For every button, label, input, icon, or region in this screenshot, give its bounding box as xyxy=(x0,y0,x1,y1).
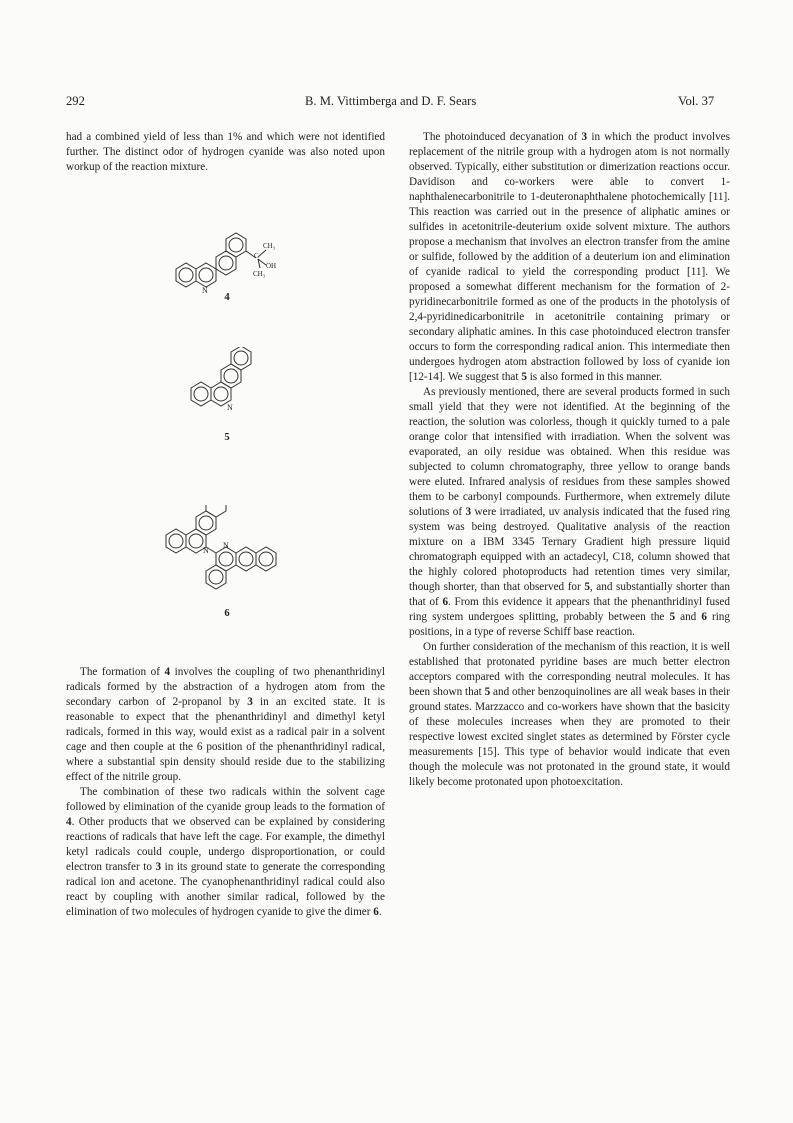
running-head-authors: B. M. Vittimberga and D. F. Sears xyxy=(305,94,477,108)
subst-oh: OH xyxy=(266,262,277,270)
text-run: in an excited state. It is reasonable to expect that the phenanthridinyl and dimethyl ketyl radicals, formed in this way, would exist as a radical pair in a solvent cage and then couple at the 6 position of the phenanthridinyl radical, where a substantial spin density should reside due to the stabilizing effect of the nitrile group. xyxy=(66,696,385,783)
text-run: involves the coupling of two phenanthridinyl radicals formed by the abstraction of a hydrogen atom from the secondary carbon of 2-propanol by xyxy=(66,666,385,708)
text-run: in which the product involves replacement of the nitrile group with a hydrogen atom is not normally observed. Typically, either substitution or dimerization reactions occur. Davidison and co-workers were able to convert 1-naphthalenecarbonitrile to 1-deuteronaphthalene photochemically [11]. This reaction was carried out in the presence of aliphatic amines or sulfides in acetonitrile-deuterium oxide solvent mixture. The authors propose a mechanism that involves an electron transfer from the amine or sulfide, followed by the addition of a deuterium ion and elimination of cyanide radical to yield the corresponding product [11]. We proposed a somewhat different mechanism for the formation of 2-pyridinecarbonitrile formed as one of the products in the photolysis of 2,4-pyridinedicarbonitrile in acetonitrile containing primary or secondary aliphatic amines. In this case photoinduced electron transfer occurs to form the corresponding radical anion. This intermediate then undergoes hydrogen atom abstraction followed by loss of cyanide ion [12-14]. We suggest that xyxy=(409,131,730,383)
paragraph xyxy=(409,640,730,790)
structure-6 xyxy=(160,505,290,600)
compound-ref: 5 xyxy=(669,611,676,623)
text-run: The formation of xyxy=(80,666,165,678)
subst-ch3-bottom: CH₃ xyxy=(253,270,266,278)
text-run: . From this evidence it appears that the phenanthridinyl fused ring system undergoes splitting, probably between the xyxy=(409,596,730,623)
structure-5 xyxy=(187,347,267,419)
atom-label-n: N xyxy=(227,403,233,412)
page-number: 292 xyxy=(66,94,85,108)
text-run: is also formed in this manner. xyxy=(526,371,663,383)
atom-label-n-second: N xyxy=(223,541,229,550)
text-run: . Other products that we observed can be explained by considering reactions of radicals that have left the cage. For example, the dimethyl ketyl radicals could couple, undergo disproportionation, or could electron transfer to xyxy=(66,816,385,873)
text-run: were irradiated, uv analysis indicated that the fused ring system was being destroyed. Qualitative analysis of the reaction mixture on a IBM 3345 Ternary Gradient high pressure liquid chromatograph equipped with an actadecyl, C18, column showed that the highly colored photoproducts had retention times very similar, though shorter, than that observed for xyxy=(409,506,731,593)
compound-ref: 3 xyxy=(247,696,253,708)
paragraph xyxy=(66,785,385,920)
structure-6-drawing xyxy=(160,505,290,600)
compound-ref: 6 xyxy=(442,596,449,608)
compound-label-5: 5 xyxy=(224,432,230,443)
left-column-top xyxy=(66,130,385,175)
paragraph xyxy=(409,130,730,385)
compound-ref: 5 xyxy=(584,581,590,593)
compound-ref: 4 xyxy=(164,666,171,678)
text-run: The photoinduced decyanation of xyxy=(423,131,582,143)
text-run: and other benzoquinolines are all weak bases in their ground states. Marzzacco and co-workers have shown that the basicity of these molecules increases when they are promoted to their respective lowest excited singlet states as determined by Förster cycle measurements [15]. This type of behavior would indicate that even though the molecule was not protonated in the ground state, it would likely become protonated upon photoexcitation. xyxy=(409,686,731,788)
paragraph xyxy=(409,385,730,640)
structure-4 xyxy=(170,228,300,298)
text-run: The combination of these two radicals within the solvent cage followed by elimination of the cyanide group leads to the formation of xyxy=(66,786,385,813)
compound-ref: 6 xyxy=(373,906,379,918)
paragraph xyxy=(66,665,385,785)
paragraph: had a combined yield of less than 1% and which were not identified further. The distinct odor of hydrogen cyanide was also noted upon workup of the reaction mixture. xyxy=(66,131,385,173)
subst-ch3-top: CH₃ xyxy=(263,242,276,250)
compound-ref: 5 xyxy=(484,686,491,698)
volume-label: Vol. 37 xyxy=(678,94,715,108)
atom-label-c: C xyxy=(254,252,259,260)
structure-4-drawing xyxy=(170,228,300,298)
text-run: , and substantially shorter than that of xyxy=(409,581,730,608)
compound-ref: 4 xyxy=(66,816,72,828)
atom-label-n-first: N xyxy=(203,546,209,555)
compound-label-4: 4 xyxy=(224,292,230,303)
compound-ref: 3 xyxy=(155,861,162,873)
text-run: in its ground state to generate the corresponding radical ion and acetone. The cyanophenanthridinyl radical could also react by coupling with another similar radical, followed by the elimination of two molecules of hydrogen cyanide to give the dimer xyxy=(66,861,385,918)
compound-ref: 3 xyxy=(581,131,588,143)
compound-ref: 6 xyxy=(701,611,707,623)
text-run: and xyxy=(675,611,702,623)
atom-label-n: N xyxy=(202,286,208,295)
text-run: On further consideration of the mechanism of this reaction, it is well established that protonated pyridine bases are much better electron acceptors compared with the corresponding neutral molecules. It has been shown that xyxy=(409,641,730,698)
compound-ref: 3 xyxy=(465,506,472,518)
text-run: . xyxy=(378,906,382,918)
left-column-bottom xyxy=(66,665,385,920)
right-column xyxy=(409,130,730,790)
text-run: ring positions, in a type of reverse Schiff base reaction. xyxy=(409,611,730,638)
compound-ref: 5 xyxy=(521,371,527,383)
compound-label-6: 6 xyxy=(224,608,230,619)
text-run: As previously mentioned, there are several products formed in such small yield that they were not identified. At the beginning of the reaction, the solution was colorless, though it quickly turned to a pale orange color that intensified with irradiation. When the solvent was evaporated, an oily residue was obtained. When this residue was subjected to column chromatography, three yellow to orange bands were eluted. Infrared analysis of residues from these samples showed them to be carbonyl compounds. Furthermore, when extremely dilute solutions of xyxy=(409,386,730,518)
